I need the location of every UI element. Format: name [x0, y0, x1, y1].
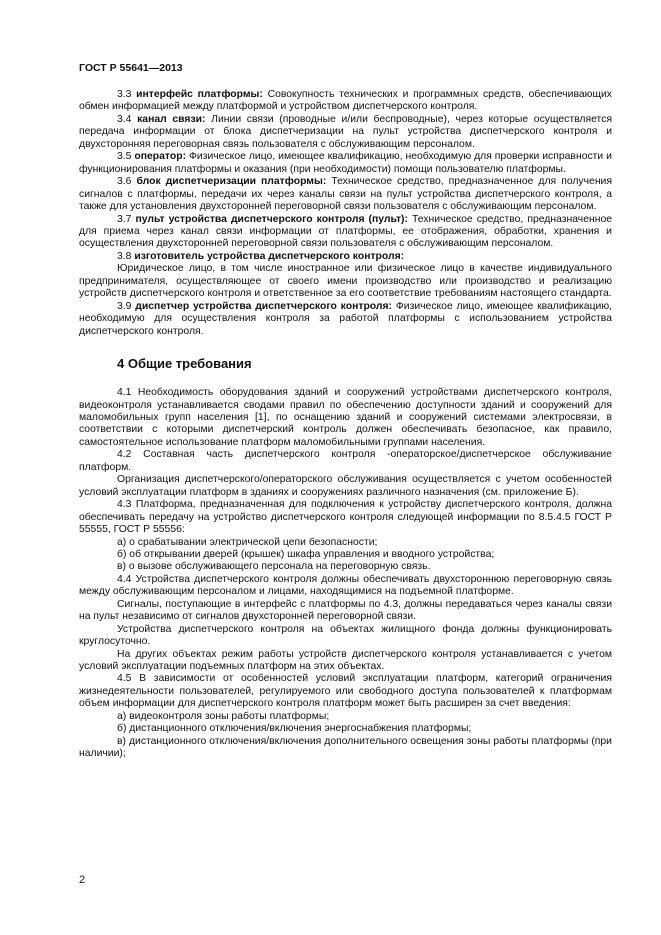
definition-3-6 — [79, 176, 612, 213]
definition-term: блок диспетчеризации платформы: — [136, 176, 327, 188]
paragraph-4-1: 4.1 Необходимость оборудования зданий и сооружений устройствами диспетчерского контроля, видеоконтроля устанавливается сводами правил по обеспечению доступности зданий и сооружений для маломобильных групп населения [1], по оснащению зданий и сооружений системами электросвязи, в соответствии с которыми диспетчерский контроль должен обеспечивать безопасное, как правило, самостоятельное использование платформ маломобильными группами населения. — [79, 387, 612, 448]
definition-term: пульт устройства диспетчерского контроля (пульт): — [135, 213, 408, 225]
list-item: а) о срабатывании электрической цепи безопасности; — [117, 536, 378, 548]
list-item: а) видеоконтроля зоны работы платформы; — [117, 710, 330, 722]
section-heading: 4 Общие требования — [117, 356, 252, 372]
paragraph-4-4-residential: Устройства диспетчерского контроля на объектах жилищного фонда должны функционировать круглосуточно. — [79, 623, 612, 648]
definition-text: Техническое средство, предназначенное для получения сигналов с платформы, передачи их через каналы связи на пульт устройства диспетчерского контроля, а также для установления двухсторонней переговорной связи пользователя с обслуживающим персоналом. — [79, 176, 612, 213]
list-item: б) об открывании дверей (крышек) шкафа управления и вводного устройства; — [117, 548, 495, 560]
definition-text: Техническое средство, предназначенное для приема через канал связи информации от платформы, ее отображения, обработки, хранения и осуществления двухсторонней переговорной связи пользователя с обслуживающим персоналом. — [79, 213, 613, 250]
definition-text: Физическое лицо, имеющее квалификацию, необходимую для проверки исправности и функционирования платформы и оказания (при необходимости) помощи пользователю платформы. — [79, 151, 612, 175]
page-number: 2 — [79, 874, 86, 886]
definition-3-8-text: Юридическое лицо, в том числе иностранное или физическое лицо в качестве индивидуального предпринимателя, осуществляющее от своего имени производство или производство и реализацию устройств диспетчерского контроля и ответственное за его соответствие требованиям настоящего стандарта. — [79, 263, 612, 300]
definition-3-3 — [79, 89, 612, 114]
definition-number: 3.5 — [117, 151, 132, 163]
definition-number: 3.7 — [117, 213, 132, 225]
definition-text: Физическое лицо, имеющее квалификацию, необходимую для осуществления контроля за работой платформы с использованием устройства диспетчерского контроля. — [79, 300, 613, 337]
list-item: б) дистанционного отключения/включения энергоснабжения платформы; — [117, 723, 472, 735]
list-item: в) дистанционного отключения/включения дополнительного освещения зоны работы платформы (при наличии); — [79, 735, 612, 760]
definition-term: изготовитель устройства диспетчерского контроля: — [134, 250, 405, 262]
paragraph-4-4: 4.4 Устройства диспетчерского контроля должны обеспечивать двухстороннюю переговорную связь между обслуживающим персоналом и лицами, находящимися на подъемной платформе. — [79, 573, 612, 598]
paragraph-4-4-signals: Сигналы, поступающие в интерфейс с платформы по 4.3, должны передаваться через каналы связи на пульт независимо от сигналов двухсторонней переговорной связи. — [79, 598, 612, 623]
paragraph-4-2: 4.2 Составная часть диспетчерского контроля -операторское/диспетчерское обслуживание платформ. — [79, 449, 612, 473]
definition-3-8-term — [79, 251, 612, 263]
definition-number: 3.8 — [117, 250, 132, 262]
definition-text: Линии связи (проводные и/или беспроводные), через которые осуществляется передача информации от блока диспетчеризации на пульт устройства диспетчерского контроля и двухсторонняя переговорная связь пользователя с обслуживающим персоналом. — [79, 113, 612, 150]
page-content — [79, 89, 612, 761]
definition-term: канал связи: — [137, 113, 206, 125]
paragraph-4-4-other: На других объектах режим работы устройств диспетчерского контроля устанавливается с учетом условий эксплуатации подъемных платформ на этих объектах. — [79, 648, 612, 673]
definition-3-7 — [79, 214, 612, 251]
definition-number: 3.6 — [117, 176, 132, 188]
definition-3-4 — [79, 114, 612, 151]
definition-number: 3.4 — [117, 113, 132, 125]
definition-term: диспетчер устройства диспетчерского контроля: — [135, 300, 393, 312]
paragraph-4-2-continued: Организация диспетчерского/операторского обслуживания осуществляется с учетом особенностей условий эксплуатации платформ в зданиях и сооружениях различного назначения (см. приложение Б). — [79, 474, 612, 498]
paragraph-4-3: 4.3 Платформа, предназначенная для подключения к устройству диспетчерского контроля, должна обеспечивать передачу на устройство диспетчерского контроля следующей информации по 8.5.4.5 ГОСТ Р 55555, ГОСТ Р 55556: — [79, 499, 612, 536]
definition-number: 3.3 — [117, 89, 132, 100]
list-item: в) о вызове обслуживающего персонала на переговорную связь. — [117, 561, 431, 573]
definition-number: 3.9 — [117, 300, 132, 312]
definition-3-9 — [79, 301, 612, 338]
definition-3-5 — [79, 151, 612, 176]
standard-header: ГОСТ Р 55641—2013 — [79, 62, 183, 74]
definition-term: оператор: — [134, 151, 187, 163]
definition-text: Совокупность технических и программных средств, обеспечивающих обмен информацией между платформой и устройством диспетчерского контроля. — [79, 89, 613, 113]
paragraph-4-5: 4.5 В зависимости от особенностей условий эксплуатации платформ, категорий ограничения жизнедеятельности пользователей, регулируемого или свободного доступа пользователей к платформам объем информации для диспетчерского контроля платформ может быть расширен за счет введения: — [79, 673, 612, 710]
definition-term: интерфейс платформы: — [136, 89, 263, 100]
